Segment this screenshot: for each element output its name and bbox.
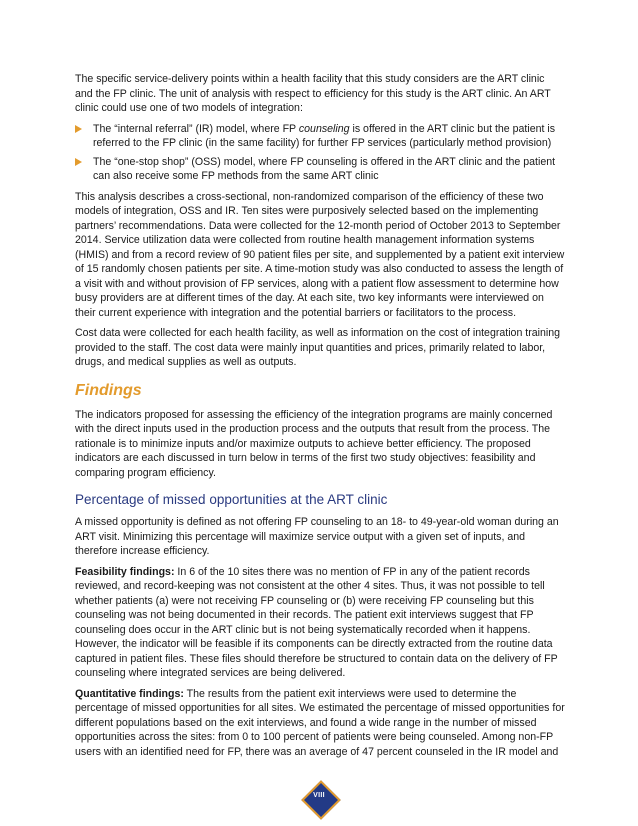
triangle-bullet-icon [75,158,82,166]
document-page [75,72,565,765]
missed-definition-paragraph: A missed opportunity is defined as not offering FP counseling to an 18- to 49-year-old woman during an ART visit. Minimizing this percentage will maximize service output with a given set of inputs, and therefore increase efficiency. [75,516,559,557]
model-oss-text: The “one-stop shop” (OSS) model, where FP counseling is offered in the ART clinic and the patient can also receive some FP methods from the same ART clinic [93,155,556,182]
intro-paragraph: The specific service-delivery points within a health facility that this study considers are the ART clinic and the FP clinic. The unit of analysis with respect to efficiency for this study is the ART clinic. An ART clinic could use one of two models of integration: [75,73,551,114]
quantitative-label: Quantitative findings: [75,687,184,700]
page-number: VIII [313,792,325,799]
feasibility-text: In 6 of the 10 sites there was no mention of FP in any of the patient records reviewed, and record-keeping was not consistent at the other 4 sites. Thus, it was not possible to tell whether patients (a) were not receiving FP counseling or (b) were receiving FP counseling but this counseling was not being documented in their records. The patient exit interviews suggest that FP counseling does occur in the ART clinic but is not being systematically recorded when it happens. However, the indicator will be feasible if its components can be directly extracted from the routine data captured in patient files. These files should therefore be structured to contain data on the delivery of FP counseling where integrated services are being delivered. [75,565,558,679]
triangle-bullet-icon [75,125,82,133]
list-item [75,122,565,151]
feasibility-paragraph [75,565,565,681]
feasibility-label: Feasibility findings: [75,565,175,578]
findings-intro-paragraph: The indicators proposed for assessing the efficiency of the integration programs are mainly concerned with the direct inputs used in the production process and the outputs that result from the process. The rationale is to minimize inputs and/or maximize outputs to achieve better efficiency. The proposed indicators are each discussed in turn below in terms of the first two study objectives: feasibility and comparing program efficiency. [75,408,553,479]
diamond-badge-icon [301,780,341,820]
page-number-badge [302,781,336,815]
cost-paragraph: Cost data were collected for each health facility, as well as information on the cost of integration training provided to the staff. The cost data were mainly input quantities and prices, primarily related to labor, drugs, and medical supplies as well as outputs. [75,327,561,368]
integration-models-list [75,122,565,184]
analysis-paragraph: This analysis describes a cross-sectional, non-randomized comparison of the efficiency of these two models of integration, OSS and IR. Ten sites were purposively selected based on the implementing partners’ recommendations. Data were collected for the 12-month period of October 2013 to September 2014. Service utilization data were collected from routine health management information systems (HMIS) and from a record review of 90 patient files per site, and supplemented by a patient exit interview of 15 randomly chosen patients per site. A time-motion study was also conducted to assess the length of a visit with and without provision of FP services, along with a patient flow assessment to determine how busy providers are at different times of the day. At each site, two key informants were interviewed on their current experience with integration and the potential barriers or facilitators to the process. [75,190,565,319]
missed-opportunities-heading: Percentage of missed opportunities at the ART clinic [75,492,388,507]
model-ir-text-emphasis: counseling [298,122,350,135]
list-item [75,155,565,184]
model-ir-text-post: is offered in the ART clinic but the patient is referred to the FP clinic (in the same facility) for further FP services (particularly method provision) [93,122,556,149]
model-ir-text-pre: The “internal referral” (IR) model, where FP [93,122,299,135]
quantitative-text: The results from the patient exit interviews were used to determine the percentage of missed opportunities for all sites. We estimated the percentage of missed opportunities for different populations based on the exit interviews, and found a wide range in the number of missed opportunities across the sites: from 0 to 100 percent of patients were being counseled. Among non-FP users with an identified need for FP, there was an average of 47 percent counseled in the IR model and [75,687,565,758]
findings-heading: Findings [75,381,142,399]
quantitative-paragraph [75,687,565,760]
